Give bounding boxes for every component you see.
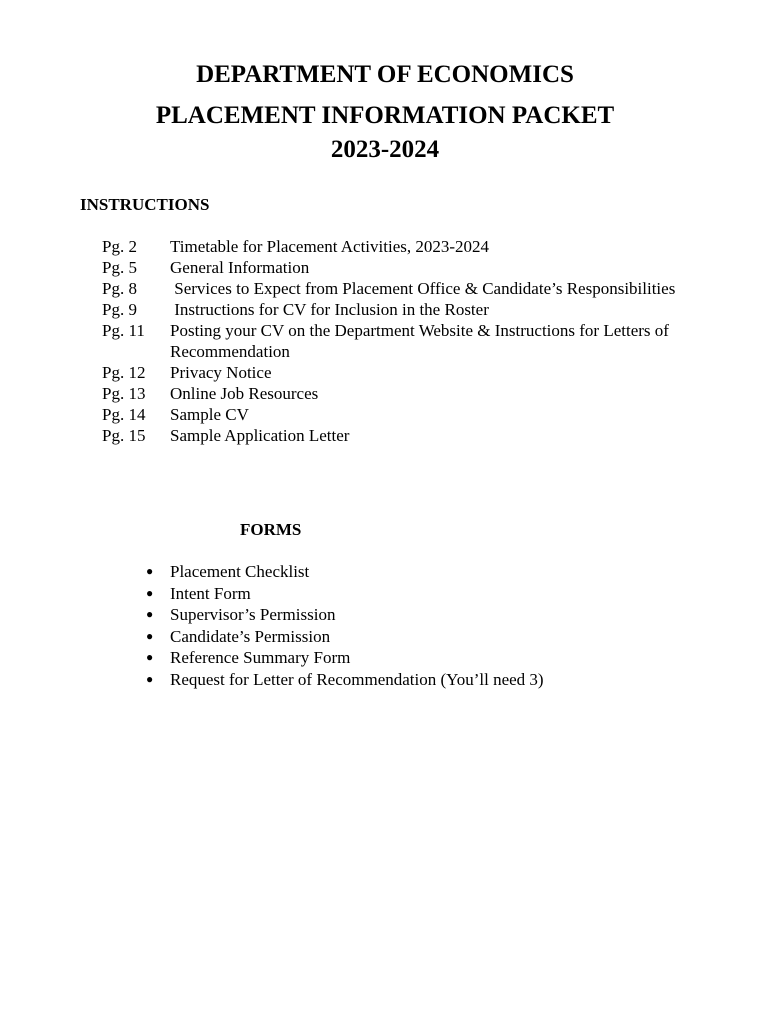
form-name: Candidate’s Permission <box>170 626 331 646</box>
packet-title: PLACEMENT INFORMATION PACKET <box>155 102 615 129</box>
bullet-icon: ● <box>146 607 154 622</box>
toc-page-number: Pg. 15 <box>102 426 146 445</box>
toc-page-number: Pg. 5 <box>102 258 137 277</box>
toc-entry-title: Sample CV <box>170 405 249 424</box>
instructions-heading: INSTRUCTIONS <box>80 195 210 214</box>
toc-entry-title: General Information <box>170 258 310 277</box>
toc-entry-title: Sample Application Letter <box>170 426 350 445</box>
bullet-icon: ● <box>146 650 154 665</box>
bullet-icon: ● <box>146 628 154 643</box>
toc-page-number: Pg. 12 <box>102 363 146 382</box>
list-item <box>146 626 706 648</box>
form-name: Supervisor’s Permission <box>170 605 336 625</box>
form-name: Request for Letter of Recommendation (You’ll need 3) <box>170 669 544 689</box>
instructions-table-of-contents <box>102 236 722 446</box>
list-item <box>146 561 706 583</box>
toc-row <box>102 320 722 362</box>
toc-entry-title: Online Job Resources <box>170 384 319 403</box>
list-item <box>146 583 706 605</box>
form-name: Placement Checklist <box>170 562 310 581</box>
toc-page-number: Pg. 9 <box>102 300 137 319</box>
toc-page-number: Pg. 11 <box>102 321 145 340</box>
toc-page-number: Pg. 8 <box>102 279 137 298</box>
toc-entry-title: Privacy Notice <box>170 363 272 382</box>
forms-list <box>146 561 706 691</box>
toc-page-number: Pg. 14 <box>102 405 146 424</box>
academic-year: 2023-2024 <box>330 136 440 163</box>
toc-entry-title: Timetable for Placement Activities, 2023-2024 <box>170 237 490 256</box>
forms-heading: FORMS <box>240 520 302 539</box>
toc-row <box>102 362 722 383</box>
form-name: Intent Form <box>170 583 251 603</box>
bullet-icon: ● <box>146 585 154 600</box>
toc-row <box>102 278 722 299</box>
bullet-icon: ● <box>146 671 154 686</box>
list-item <box>146 647 706 669</box>
toc-row <box>102 404 722 425</box>
list-item <box>146 604 706 626</box>
toc-entry-title: Instructions for CV for Inclusion in the Roster <box>170 300 489 319</box>
toc-page-number: Pg. 2 <box>102 237 137 256</box>
toc-page-number: Pg. 13 <box>102 384 146 403</box>
toc-entry-title: Services to Expect from Placement Office & Candidate’s Responsibilities <box>170 279 676 298</box>
toc-row <box>102 257 722 278</box>
form-name: Reference Summary Form <box>170 648 351 668</box>
list-item <box>146 669 706 691</box>
toc-row <box>102 236 722 257</box>
toc-entry-title: Posting your CV on the Department Website & Instructions for Letters of Recommendation <box>170 321 669 361</box>
toc-row <box>102 425 722 446</box>
department-title: DEPARTMENT OF ECONOMICS <box>196 61 574 88</box>
toc-row <box>102 383 722 404</box>
toc-row <box>102 299 722 320</box>
bullet-icon: ● <box>146 564 154 578</box>
